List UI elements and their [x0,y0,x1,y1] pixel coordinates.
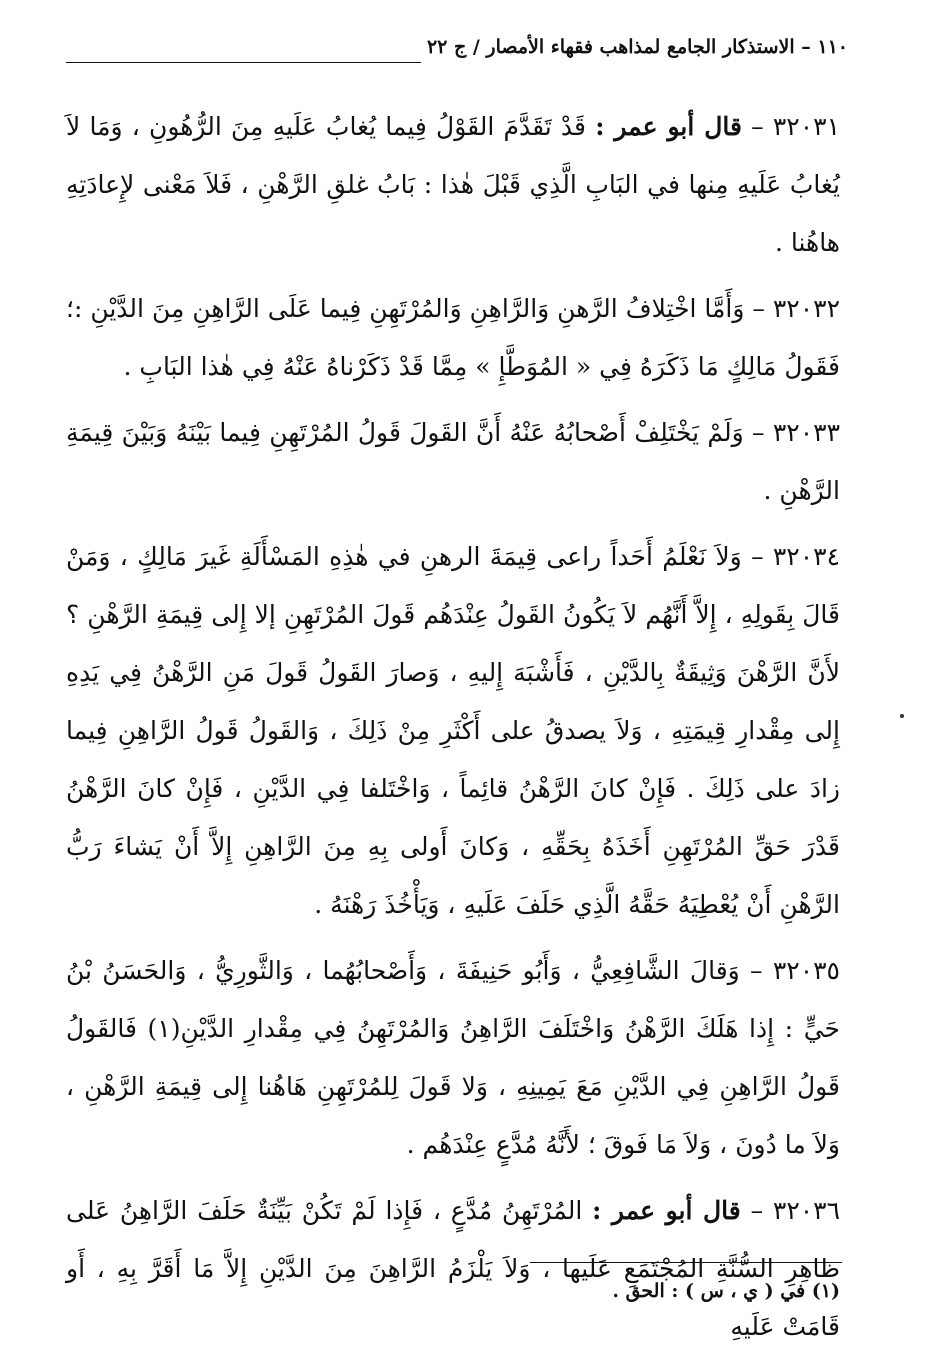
paragraph-text: وَقالَ الشَّافِعِيُّ ، وَأَبُو حَنِيفَةَ ، وَأَصْحابُهُما ، وَالثَّورِيُّ ، وَالحَسَنُ بْنُ حَيٍّ : إِذا هَلَكَ الرَّهْنُ وَاخْتَلَفَ الرَّاهِنُ وَالمُرْتَهِنُ فِي مِقْدارِ الدَّيْنِ(١) فَالقَولُ قَولُ الرَّاهِنِ فِي الدَّيْنِ مَعَ يَمِينِهِ ، وَلا قَولَ لِلمُرْتَهِنِ هَاهُنا إِلى قِيمَةِ الرَّهْنِ ، وَلاَ ما دُونَ ، وَلاَ مَا فَوقَ ؛ لأَنَّهُ مُدَّعٍ عِنْدَهُم . [66,956,840,1159]
scan-speck [900,714,904,718]
paragraph-text: وَلاَ نَعْلَمُ أَحَداً راعى قِيمَةَ الرهنِ في هٰذِهِ المَسْأَلَةِ غَيرَ مَالِكٍ ، وَمَنْ قَالَ بِقَولِهِ ، إِلاَّ أَنَّهُم لاَ يَكُونُ القَولُ عِنْدَهُم قَولَ المُرْتَهِنِ إلا إِلى قِيمَةِ الرَّهْنِ ؟ لأَنَّ الرَّهْنَ وَثِيقَةٌ بِالدَّيْنِ ، فَأَشْبَهَ إِليهِ ، وَصارَ القَولُ قَولَ مَنِ الرَّهْنُ فِي يَدِهِ إِلى مِقْدارِ قِيمَتِهِ ، وَلاَ يصدقُ على أَكْثَرِ مِنْ ذَلِكَ ، وَالقَولُ قَولُ الرَّاهِنِ فِيما زادَ على ذَلِكَ . فَإِنْ كانَ الرَّهْنُ قائِماً ، وَاخْتَلفا فِي الدَّيْنِ ، فَإِنْ كانَ الرَّهْنُ قَدْرَ حَقِّ المُرْتَهِنِ أَخَذَهُ بِحَقِّهِ ، وَكانَ أَولى بِهِ مِنَ الرَّاهِنِ إِلاَّ أَنْ يَشاءَ رَبُّ الرَّهْنِ أَنْ يُعْطِيَهُ حَقَّهُ الَّذِي حَلَفَ عَلَيهِ ، وَيَأْخُذَ رَهْنَهُ . [66,542,840,919]
paragraph-32033 [66,404,840,520]
paragraph-number: ٣٢٠٣٣ – [752,418,841,447]
paragraph-text: وَأَمَّا اخْتِلافُ الرَّهنِ وَالرَّاهِنِ وَالمُرْتَهِنِ فِيما عَلَى الرَّاهِنِ مِنَ الدَّيْنِ :؛ فَقَولُ مَالِكٍ مَا ذَكَرَهُ فِي « المُوَطَّإِ » مِمَّا قَدْ ذَكَرْناهُ عَنْهُ فِي هٰذا البَابِ . [66,294,840,381]
speaker-label: قال أبو عمر : [592,1196,741,1225]
paragraph-number: ٣٢٠٣٥ – [750,956,840,985]
paragraph-text: قَدْ تَقَدَّمَ القَوْلُ فِيما يُغابُ عَلَيهِ مِنَ الرُّهُونِ ، وَمَا لاَ يُغابُ عَلَيهِ مِنها في البَابِ الَّذِي قَبْلَ هٰذا : بَابُ غلقِ الرَّهْنِ ، فَلاَ مَعْنى لإِعادَتِهِ هاهُنا . [66,112,840,257]
paragraph-number: ٣٢٠٣٦ – [750,1196,841,1225]
paragraph-number: ٣٢٠٣٤ – [751,542,840,571]
paragraph-number: ٣٢٠٣٢ – [752,294,840,323]
paragraph-32034 [66,528,840,934]
paragraph-text: وَلَمْ يَخْتَلِفْ أَصْحابُهُ عَنْهُ أَنَّ القَولَ قَولُ المُرْتَهِنِ فِيما بَيْنَهُ وَبَيْنَ قِيمَةِ الرَّهْنِ . [66,418,840,505]
paragraph-number: ٣٢٠٣١ – [751,112,841,141]
paragraph-text: المُرْتَهِنُ مُدَّعٍ ، فَإِذا لَمْ تَكُنْ بَيِّنَةٌ حَلَفَ الرَّاهِنُ عَلى ظاهِرِ السُّنَّةِ المُجْتَمَعِ عَلَيها ، وَلاَ يَلْزَمُ الرَّاهِنَ مِنَ الدَّيْنِ إِلاَّ مَا أَقَرَّ بِهِ ، أَو قَامَتْ عَلَيهِ [66,1196,840,1341]
speaker-label: قال أبو عمر : [595,112,742,141]
footnote: (١) في ( ي ، س ) : الحق . [612,1280,840,1302]
paragraph-32031 [66,98,840,272]
paragraph-32036 [66,1182,840,1356]
footnote-rule [530,1262,842,1263]
header-rule [66,62,421,63]
running-header: ١١٠ – الاستذكار الجامع لمذاهب فقهاء الأمصار / ج ٢٢ [426,36,848,58]
paragraph-32032 [66,280,840,396]
main-text [66,98,840,1364]
paragraph-32035 [66,942,840,1174]
